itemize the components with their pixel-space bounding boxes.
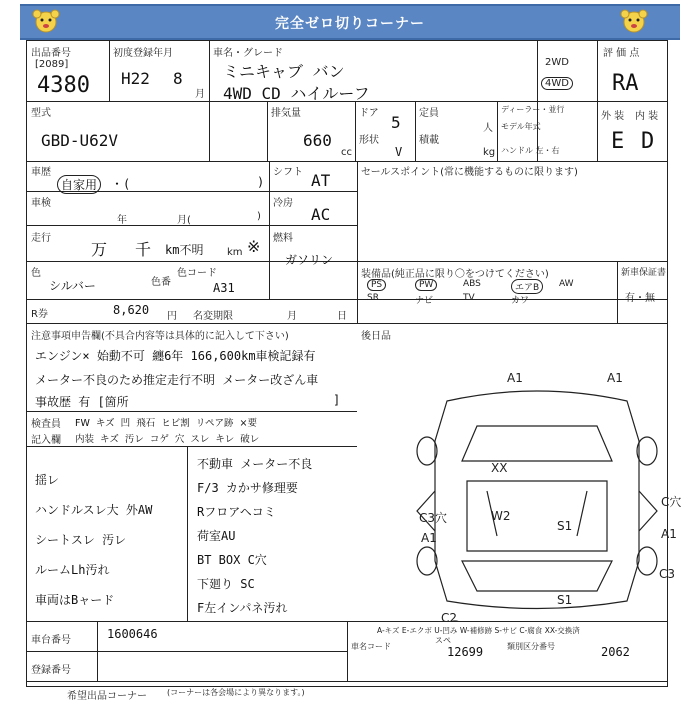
inspector-item: ヒビ割: [161, 418, 190, 429]
mark-w2: W2: [491, 509, 511, 523]
inspector-label-2: 記入欄: [31, 435, 61, 446]
mark-c3-bottom: C3: [659, 567, 676, 581]
color-code-value: A31: [213, 281, 235, 295]
exterior-grade: E: [611, 129, 625, 154]
vehicle-label: 車名・グレード: [213, 48, 283, 59]
displacement-value: 660: [303, 131, 332, 150]
registration-number-label: 登録番号: [31, 665, 71, 676]
legend: A-キズ E-エクボ U-凹み W-補修跡 S-サビ C-腐食 XX-交換済: [377, 626, 580, 635]
inspector-row-2: [75, 431, 265, 445]
car-code-value: 12699: [447, 645, 484, 659]
mark-xx: XX: [491, 461, 508, 475]
inspector-item: 破レ: [240, 434, 260, 445]
inspector-item: リペア跡: [195, 418, 234, 429]
model-year-label: モデル年式: [501, 122, 541, 131]
aircon-value: AC: [311, 205, 331, 224]
capacity-label: 定員: [419, 108, 439, 119]
load-label: 積載: [419, 135, 439, 146]
registration-month-unit: 月: [195, 89, 205, 100]
stock-number-value: 1600646: [107, 627, 158, 641]
equipment-item: PS: [367, 279, 386, 291]
remark-right-item: 下廻り SC: [197, 577, 255, 591]
color-label: 色: [31, 268, 41, 279]
equipment-item: ABS: [463, 279, 481, 289]
footer-note: (コーナーは各会場により異なります。): [167, 688, 305, 697]
color-value: シルバー: [49, 279, 96, 293]
usage-close: ): [257, 175, 265, 189]
inspection-year-unit: 年: [117, 215, 127, 226]
inspection-month-unit: 月(: [177, 215, 191, 226]
car-code-label: 車名コード: [351, 642, 391, 651]
recycle-label: R券: [31, 309, 48, 320]
remark-right-item: F/3 カかサ修理要: [197, 481, 298, 495]
notes-line1: エンジン× 始動不可 纏6年 166,600km車検記録有: [35, 349, 316, 363]
stock-number-label: 車台番号: [31, 635, 71, 646]
mileage-unit: km: [227, 247, 243, 258]
remark-left-item: ルームLh汚れ: [35, 563, 110, 577]
transfer-label: 名変期限: [193, 311, 233, 322]
remark-left-item: 揺レ: [35, 473, 60, 487]
inspector-item: 凹: [120, 418, 131, 429]
inspector-item: 飛石: [136, 418, 156, 429]
class-number-value: 2062: [601, 645, 630, 659]
remark-right-item: Rフロアヘコミ: [197, 505, 276, 519]
fuel-value: ガソリン: [285, 253, 334, 267]
bear-mascot-icon: [32, 8, 60, 34]
inspector-item: 汚レ: [124, 434, 144, 445]
notes-close: ]: [333, 393, 341, 407]
recycle-unit: 円: [167, 311, 177, 322]
mileage-note: km不明: [165, 243, 204, 257]
warranty-label: 新車保証書: [621, 268, 667, 278]
usage-value: 自家用: [57, 175, 101, 194]
registration-month: 8: [173, 69, 183, 88]
inspector-item: キズ: [100, 434, 119, 445]
notes-line3: 事故歴 有 [箇所: [35, 395, 129, 409]
mileage-man: 万: [91, 240, 108, 259]
mark-a1-right: A1: [661, 527, 677, 541]
inspector-item: FW: [75, 418, 90, 429]
inspector-item: スレ: [190, 434, 210, 445]
lot-label: 出品番号: [31, 48, 71, 59]
vehicle-name-line1: ミニキャブ バン: [223, 62, 345, 81]
evaluation-score: RA: [612, 71, 639, 96]
load-unit: kg: [483, 147, 496, 158]
exterior-label: 外 装: [601, 111, 625, 122]
remark-left-item: 車両はBャード: [35, 593, 115, 607]
interior-label: 内 装: [635, 111, 659, 122]
interior-grade: D: [641, 129, 655, 154]
shape-label: 形状: [359, 135, 379, 146]
fuel-label: 燃料: [273, 233, 293, 244]
color-code-title: 色コード: [177, 268, 217, 279]
notes-line2: メーター不良のため推定走行不明 メーター改ざん車: [35, 373, 319, 387]
remark-right-item: F左インパネ汚れ: [197, 601, 288, 615]
mileage-label: 走行: [31, 233, 51, 244]
mileage-sen: 千: [135, 240, 152, 259]
drive-2wd: 2WD: [545, 57, 569, 68]
equipment-item: カワ: [511, 296, 530, 306]
registration-label: 初度登録年月: [113, 48, 173, 59]
model-value: GBD-U62V: [41, 131, 119, 150]
inspector-item: キズ: [95, 418, 115, 429]
header-bar: [20, 4, 680, 40]
handle-label: ハンドル 左・右: [501, 146, 560, 155]
inspector-row-1: [75, 415, 263, 429]
mark-c2: C2: [441, 611, 458, 625]
transfer-day: 日: [337, 311, 347, 322]
remark-left-item: ハンドルスレ大 外AW: [35, 503, 153, 517]
dealer-label: ディーラー・並行: [501, 105, 565, 114]
mark-c3-left: C3穴: [419, 511, 448, 525]
equipment-item: エアB: [511, 279, 543, 294]
mark-a1-top: A1: [507, 371, 523, 385]
mark-c-right: C穴: [661, 495, 682, 509]
registration-era: H22: [121, 69, 150, 88]
lot-number: 4380: [37, 73, 90, 98]
mark-s1-bottom: S1: [557, 593, 573, 607]
mileage-star: ※: [247, 237, 261, 256]
remark-right-item: 不動車 メーター不良: [197, 457, 313, 471]
inspection-label: 車検: [31, 198, 51, 209]
doors-label: ドア: [359, 108, 379, 119]
inspector-item: ×要: [239, 418, 257, 429]
equipment-item: TV: [463, 293, 475, 303]
warranty-value: 有・無: [625, 293, 655, 304]
inspector-label-1: 検査員: [31, 419, 61, 430]
equipment-label: 装備品(純正品に限り〇をつけてください): [361, 269, 549, 280]
remark-right-item: BT BOX C穴: [197, 553, 267, 567]
inspector-item: コゲ: [149, 434, 169, 445]
mark-a1-left: A1: [421, 531, 437, 545]
evaluation-label: 評 価 点: [603, 48, 640, 59]
capacity-unit: 人: [483, 123, 493, 134]
mark-a1-front-right: A1: [607, 371, 623, 385]
vehicle-name-line2: 4WD CD ハイルーフ: [223, 84, 370, 103]
equipment-item: SR: [367, 293, 379, 303]
shift-label: シフト: [273, 167, 303, 178]
inspector-item: 内装: [75, 434, 95, 445]
model-label: 型式: [31, 108, 51, 119]
history-label: 車歴: [31, 167, 51, 178]
shape-value: V: [395, 145, 403, 159]
lot-sub: [2089]: [35, 59, 69, 70]
notes-label: 注意事項申告欄(不具合内容等は具体的に記入して下さい): [31, 331, 289, 342]
mark-spare: スペ: [435, 636, 451, 645]
equipment-item: AW: [559, 279, 574, 289]
recycle-value: 8,620: [113, 303, 150, 317]
inspection-close: ): [257, 211, 261, 222]
usage-suffix: ・(: [111, 177, 131, 191]
doors-value: 5: [391, 113, 401, 132]
transfer-month: 月: [287, 311, 297, 322]
sales-point-label: セールスポイント(常に機能するものに限ります): [361, 167, 578, 178]
equipment-item: ナビ: [415, 296, 434, 306]
remark-left-item: シートスレ 汚レ: [35, 533, 127, 547]
mark-s1-top: S1: [557, 519, 573, 533]
remark-right-item: 荷室AU: [197, 529, 236, 543]
car-outline-icon: [407, 361, 667, 621]
class-number-label: 類別区分番号: [507, 642, 555, 651]
header-title: 完全ゼロ切りコーナー: [275, 16, 425, 32]
rear-seat-label: 後日品: [361, 331, 391, 342]
equipment-item: PW: [415, 279, 437, 291]
footer-label: 希望出品コーナー: [67, 691, 147, 702]
color-code-label: 色番: [151, 277, 171, 288]
inspector-item: キレ: [215, 434, 235, 445]
auction-sheet: [26, 40, 682, 702]
bear-mascot-icon: [620, 8, 648, 34]
displacement-label: 排気量: [271, 108, 301, 119]
inspector-item: 穴: [174, 434, 185, 445]
aircon-label: 冷房: [273, 198, 293, 209]
displacement-unit: cc: [341, 147, 352, 158]
shift-value: AT: [311, 171, 331, 190]
drive-4wd: 4WD: [541, 77, 573, 90]
